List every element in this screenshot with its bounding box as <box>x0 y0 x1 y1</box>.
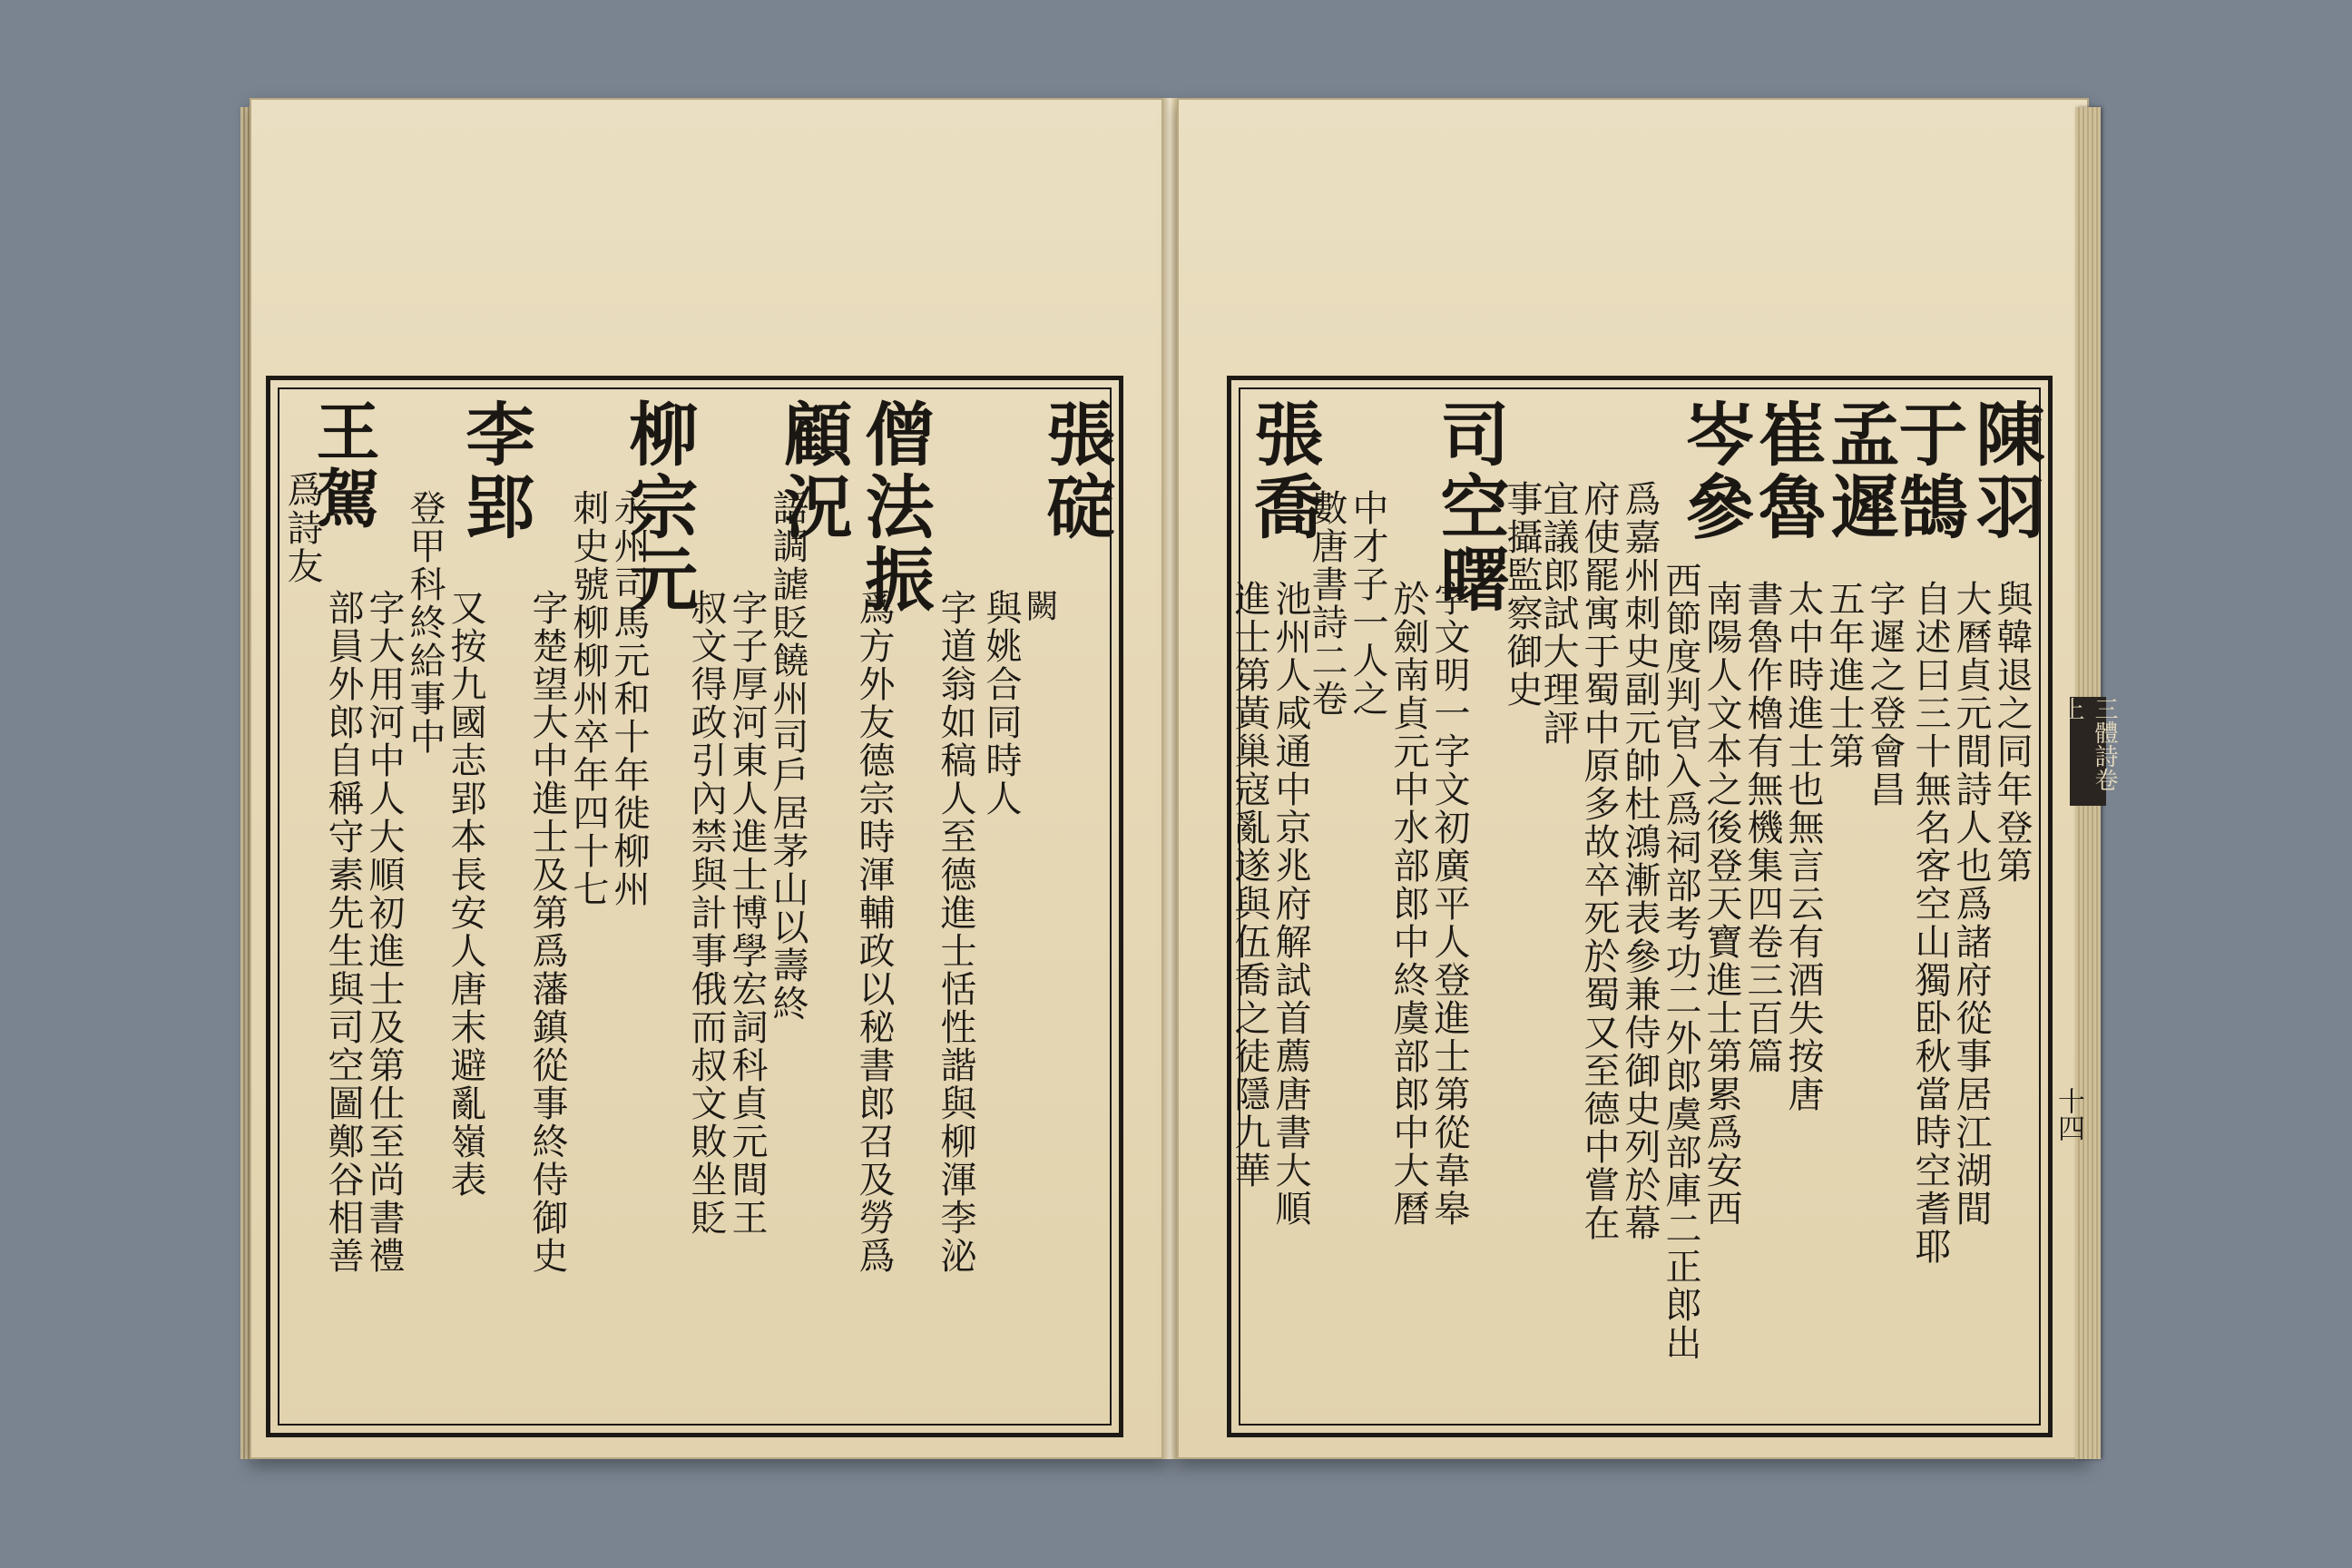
note-column: 西節度判官入爲祠部考功二外郎虞部庫二正郎出 <box>1660 562 1701 1362</box>
note-column: 字遲之登會昌 <box>1864 580 1906 808</box>
name-column: 李郢 <box>455 398 535 544</box>
note-column: 爲詩友 <box>281 471 323 585</box>
name-column: 于鵠 <box>1887 398 1968 544</box>
note-column: 於劍南貞元中水部郎中終虞部郎中大曆 <box>1387 580 1429 1228</box>
right-page-edges <box>2053 107 2118 1459</box>
note-column: 與韓退之同年登第 <box>1991 580 2033 885</box>
note-column: 登甲科終給事中 <box>404 489 446 756</box>
left-page <box>250 98 1168 1459</box>
note-column: 自述曰三十無名客空山獨卧秋當時空耆耶 <box>1909 580 1951 1266</box>
note-column: 刺史號柳柳州卒年四十七 <box>567 489 609 908</box>
note-column: 部員外郎自稱守素先生與司空圖鄭谷相善 <box>322 589 364 1275</box>
open-book <box>250 98 2118 1464</box>
note-column: 永州司馬元和十年徙柳州 <box>608 489 650 908</box>
note-column: 又按九國志郢本長安人唐末避亂嶺表 <box>445 589 486 1199</box>
note-column: 書魯作櫓有無機集四卷三百篇 <box>1741 580 1783 1075</box>
name-column: 崔魯 <box>1747 398 1828 544</box>
name-column: 陳羽 <box>1965 398 2045 544</box>
note-column: 太中時進士也無言云有酒失按唐 <box>1782 580 1824 1113</box>
note-column: 語調謔貶饒州司戶居茅山以壽終 <box>767 489 808 1023</box>
name-column: 僧法振 <box>854 398 935 616</box>
note-column: 字楚望大中進士及第爲藩鎮從事終侍御史 <box>526 589 568 1275</box>
note-column: 南陽人文本之後登天寶進士第累爲安西 <box>1700 580 1742 1228</box>
note-column: 字文明一字文初廣平人登進士第從韋皋 <box>1428 580 1470 1228</box>
note-column: 事攝監察御史 <box>1501 480 1543 709</box>
margin-title-label: 三體詩卷上 <box>2070 697 2106 806</box>
note-column: 字子厚河東人進士博學宏詞科貞元間王 <box>726 589 768 1237</box>
note-column: 五年進士第 <box>1823 580 1865 770</box>
note-column: 字大用河中人大順初進士及第仕至尚書禮 <box>363 589 405 1275</box>
folio-number: 十四 <box>2053 1087 2084 1142</box>
annotation-mark: 闕 <box>1021 589 1058 622</box>
note-column: 與姚合同時人 <box>980 589 1022 818</box>
note-column: 爲方外友德宗時渾輔政以秘書郎召及勞爲 <box>853 589 895 1275</box>
name-column: 司空曙 <box>1429 398 1510 616</box>
right-page <box>1177 98 2089 1459</box>
name-column: 王駕 <box>306 398 381 533</box>
note-column: 進士第黃巢寇亂遂與伍喬之徒隱九華 <box>1229 580 1270 1190</box>
name-column: 柳宗元 <box>618 398 699 616</box>
note-column: 中才子一人之 <box>1347 489 1388 718</box>
note-column: 爲嘉州刺史副元帥杜鴻漸表參兼侍御史列於幕 <box>1619 480 1661 1242</box>
right-text-frame <box>1227 376 2053 1437</box>
note-column: 大曆貞元間詩人也爲諸府從事居江湖間 <box>1950 580 1992 1228</box>
note-column: 池州人咸通中京兆府解試首薦唐書大順 <box>1269 580 1311 1228</box>
note-column: 數唐書詩二卷 <box>1306 489 1348 718</box>
note-column: 宜議郎試大理評 <box>1537 480 1579 747</box>
name-column: 張碇 <box>1035 398 1116 544</box>
name-column: 顧況 <box>772 398 853 544</box>
note-column: 字道翁如稿人至德進士恬性諧與柳渾李泌 <box>935 589 976 1275</box>
name-column: 孟遲 <box>1819 398 1900 544</box>
name-column: 岑參 <box>1674 398 1755 544</box>
note-column: 府使罷寓于蜀中原多故卒死於蜀又至德中嘗在 <box>1578 480 1620 1242</box>
note-column: 叔文得政引內禁與計事俄而叔文敗坐貶 <box>685 589 727 1237</box>
left-text-frame <box>266 376 1123 1437</box>
name-column: 張喬 <box>1243 398 1324 544</box>
